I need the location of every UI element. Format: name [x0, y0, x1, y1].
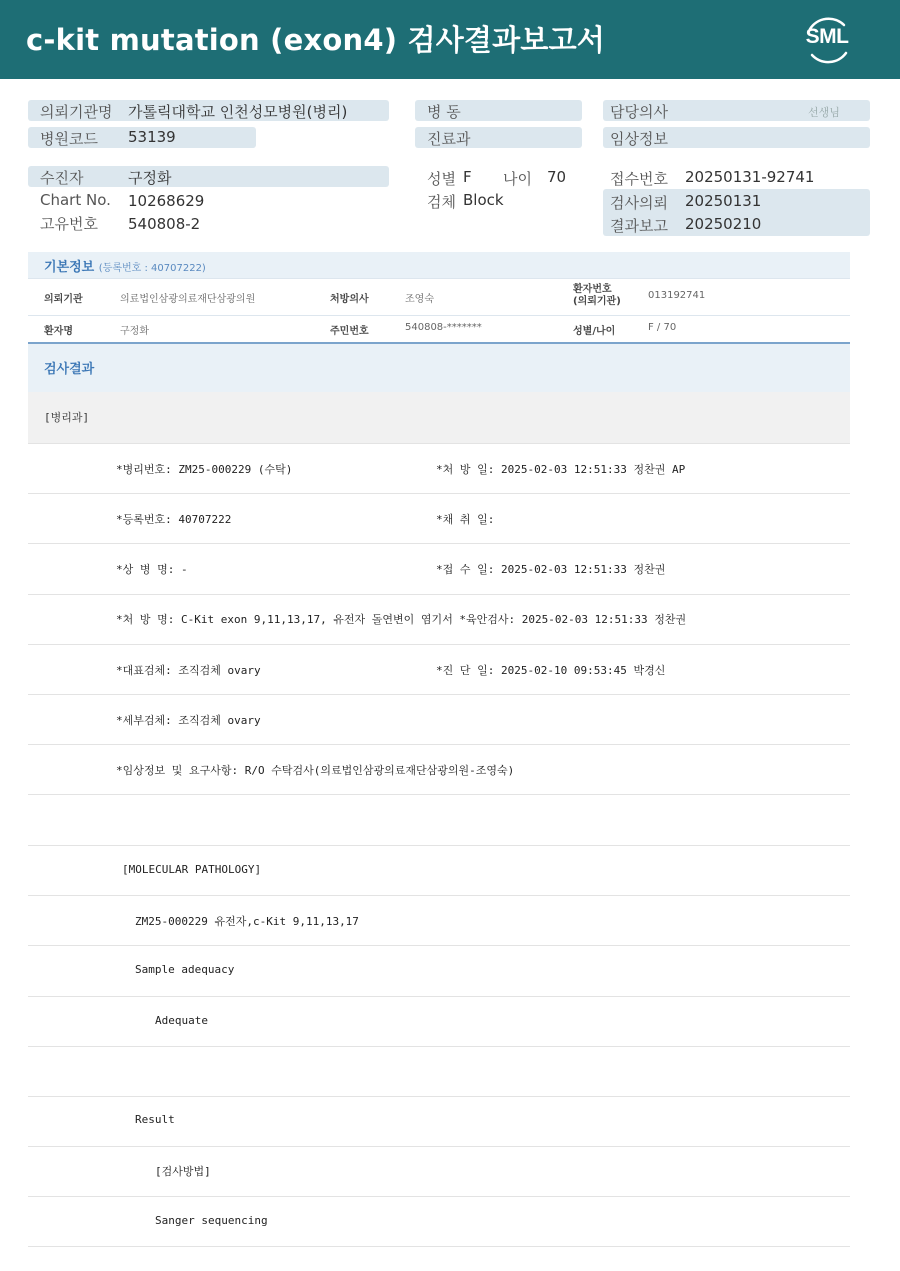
- result-line-left: ZM25-000229 유전자,c-Kit 9,11,13,17: [135, 915, 359, 928]
- receipt-no-value: 20250131-92741: [685, 168, 815, 186]
- row-divider: [28, 443, 850, 444]
- resident-no-label: 주민번호: [330, 326, 369, 337]
- result-line-right: *진 단 일: 2025-02-10 09:53:45 박경신: [436, 664, 666, 677]
- unique-no-value: 540808-2: [128, 215, 201, 233]
- result-line-right: *채 취 일:: [436, 513, 495, 526]
- row-divider: [28, 1146, 850, 1147]
- patient-name-value: 구정화: [120, 326, 149, 337]
- row-divider: [28, 945, 850, 946]
- result-line-left: *등록번호: 40707222: [116, 513, 232, 526]
- row-divider: [28, 644, 850, 645]
- row-divider: [28, 845, 850, 846]
- clinical-info-label: 임상정보: [610, 130, 668, 148]
- age-value: 70: [547, 168, 567, 186]
- sex-label: 성별: [427, 170, 456, 188]
- sex-age-label: 성별/나이: [573, 326, 616, 337]
- result-line-right: *처 방 일: 2025-02-03 12:51:33 정찬권 AP: [436, 463, 686, 476]
- sex-value: F: [463, 168, 472, 186]
- row-divider: [28, 493, 850, 494]
- chart-no-label: Chart No.: [40, 191, 111, 209]
- patient-no-label: 환자번호 (의뢰기관): [573, 284, 621, 307]
- result-line-left: *임상정보 및 요구사항: R/O 수탁검사(의료법인삼광의료재단삼광의원-조영숙): [116, 764, 515, 777]
- prescribing-doctor-value: 조영숙: [405, 294, 434, 305]
- result-line-left: [MOLECULAR PATHOLOGY]: [122, 863, 262, 876]
- row-divider: [28, 1196, 850, 1197]
- row-divider: [28, 1046, 850, 1047]
- results-title: 검사결과: [44, 362, 95, 377]
- row-divider: [28, 895, 850, 896]
- test-request-label: 검사의뢰: [610, 194, 668, 212]
- institution-label: 의뢰기관명: [40, 103, 113, 121]
- hospital-code-value: 53139: [128, 128, 176, 146]
- department-row: [28, 392, 850, 443]
- attending-doctor-label: 담당의사: [610, 103, 668, 121]
- hospital-code-label: 병원코드: [40, 130, 98, 148]
- result-line-left: *세부검체: 조직검체 ovary: [116, 714, 261, 727]
- result-line-left: *처 방 명: C-Kit exon 9,11,13,17, 유전자 돌연변이 염기서 *육안검사: 2025-02-03 12:51:33 정찬권: [116, 613, 687, 626]
- result-line-left: *대표검체: 조직검체 ovary: [116, 664, 261, 677]
- result-line-left: *상 병 명: -: [116, 563, 188, 576]
- result-line-left: Adequate: [155, 1014, 208, 1027]
- unique-no-label: 고유번호: [40, 215, 98, 233]
- department-name: [병리과]: [44, 411, 90, 424]
- row-divider: [28, 744, 850, 745]
- row-divider: [28, 794, 850, 795]
- sml-logo-icon: [800, 13, 854, 67]
- requesting-org-value: 의료법인삼광의료재단삼광의원: [120, 294, 256, 305]
- result-report-label: 결과보고: [610, 217, 668, 235]
- chart-no-value: 10268629: [128, 192, 205, 210]
- result-line-right: *접 수 일: 2025-02-03 12:51:33 정찬권: [436, 563, 666, 576]
- row-divider: [28, 1246, 850, 1247]
- specimen-value: Block: [463, 191, 504, 209]
- result-line-left: [검사방법]: [155, 1165, 211, 1178]
- result-line-left: *병리번호: ZM25-000229 (수탁): [116, 463, 293, 476]
- result-line-left: Sample adequacy: [135, 963, 235, 976]
- results-header: [28, 342, 850, 392]
- row-divider: [28, 1096, 850, 1097]
- ward-label: 병 동: [427, 103, 461, 121]
- receipt-no-label: 접수번호: [610, 170, 668, 188]
- basic-info-reg-no: (등록번호 : 40707222): [98, 263, 206, 274]
- patient-value: 구정화: [128, 169, 172, 187]
- row-divider: [28, 543, 850, 544]
- row-divider: [28, 694, 850, 695]
- resident-no-value: 540808-*******: [405, 322, 482, 333]
- doctor-suffix: 선생님: [808, 106, 840, 119]
- logo-text: SML: [805, 25, 849, 48]
- patient-no-value: 013192741: [648, 290, 706, 301]
- institution-value: 가톨릭대학교 인천성모병원(병리): [128, 103, 348, 121]
- patient-label: 수진자: [40, 169, 84, 187]
- basic-info-divider: [28, 278, 850, 279]
- basic-info-title: 기본정보 (등록번호 : 40707222): [44, 260, 206, 275]
- patient-name-label: 환자명: [44, 326, 73, 337]
- department-label: 진료과: [427, 130, 471, 148]
- result-report-value: 20250210: [685, 215, 762, 233]
- report-title: c-kit mutation (exon4) 검사결과보고서: [26, 23, 605, 57]
- prescribing-doctor-label: 처방의사: [330, 294, 369, 305]
- row-divider: [28, 996, 850, 997]
- row-divider: [28, 594, 850, 595]
- result-line-left: Sanger sequencing: [155, 1214, 268, 1227]
- age-label: 나이: [503, 170, 532, 188]
- result-line-left: Result: [135, 1113, 175, 1126]
- basic-info-divider: [28, 315, 850, 316]
- requesting-org-label: 의뢰기관: [44, 294, 83, 305]
- specimen-label: 검체: [427, 193, 456, 211]
- test-request-value: 20250131: [685, 192, 762, 210]
- sex-age-value: F / 70: [648, 322, 677, 333]
